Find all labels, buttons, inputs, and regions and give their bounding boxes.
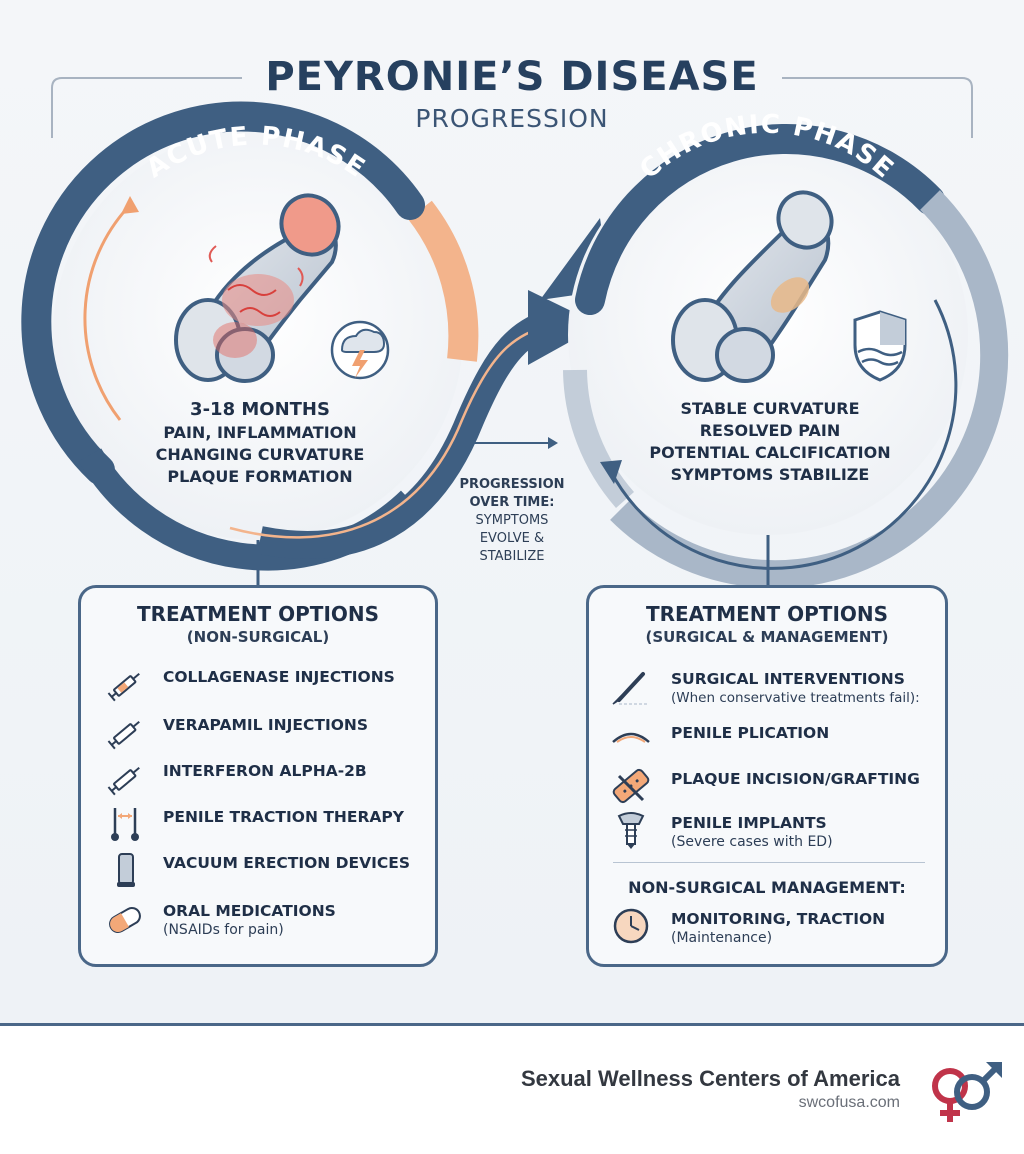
treatment-label: VERAPAMIL INJECTIONS [163, 716, 369, 734]
box-title: TREATMENT OPTIONS [645, 602, 889, 626]
treatment-note: (Maintenance) [671, 930, 773, 946]
acute-duration: 3-18 MONTHS [190, 399, 330, 420]
progression-note [442, 476, 582, 566]
implant-icon [609, 810, 653, 850]
treatment-item [81, 898, 435, 938]
traction-device-icon [105, 804, 149, 844]
graft-patch-icon [609, 766, 653, 806]
divider [613, 862, 925, 863]
treatment-note: (Severe cases with ED) [671, 834, 833, 850]
chronic-phase-details [610, 398, 930, 486]
non-surgical-treatment-box [78, 585, 438, 967]
progression-heading: OVER TIME: [469, 495, 555, 510]
page-subtitle: PROGRESSION [415, 104, 609, 133]
box-subtitle: (NON-SURGICAL) [186, 628, 330, 646]
chronic-phase-label: CHRONIC PHASE [634, 109, 900, 186]
acute-symptom: CHANGING CURVATURE [155, 445, 365, 464]
treatment-item [589, 810, 945, 850]
chronic-symptom: SYMPTOMS STABILIZE [670, 465, 870, 484]
treatment-label: VACUUM ERECTION DEVICES [163, 854, 411, 872]
time-arrowhead [548, 437, 558, 449]
treatment-item [81, 850, 435, 890]
chronic-symptom: STABLE CURVATURE [680, 399, 860, 418]
brand-name: Sexual Wellness Centers of America [520, 1066, 900, 1091]
syringe-icon [105, 664, 149, 704]
acute-symptom: PLAQUE FORMATION [167, 467, 353, 486]
box-title: TREATMENT OPTIONS [136, 602, 380, 626]
treatment-item [81, 804, 435, 844]
brand-url: swcofusa.com [798, 1094, 900, 1111]
acute-phase-label: ACUTE PHASE [141, 121, 371, 185]
treatment-note: (NSAIDs for pain) [163, 922, 284, 938]
pill-icon [105, 898, 149, 938]
clock-icon [609, 906, 653, 946]
syringe-icon [105, 712, 149, 752]
vacuum-cylinder-icon [105, 850, 149, 890]
gender-symbols-logo-icon [922, 1056, 1006, 1128]
shield-icon [855, 312, 905, 380]
treatment-item [589, 906, 945, 946]
brand-block [521, 1066, 900, 1112]
treatment-label: MONITORING, TRACTION [671, 910, 886, 928]
treatment-label: PENILE TRACTION THERAPY [163, 808, 404, 826]
treatment-note: (When conservative treatments fail): [671, 690, 920, 706]
surgical-treatment-box [586, 585, 948, 967]
treatment-label: COLLAGENASE INJECTIONS [163, 668, 395, 686]
acute-phase-details [120, 398, 400, 488]
treatment-item [589, 720, 945, 760]
treatment-item [81, 664, 435, 704]
treatment-label: PENILE PLICATION [671, 724, 830, 742]
syringe-icon [105, 758, 149, 798]
plication-arc-icon [609, 720, 653, 760]
treatment-item [589, 766, 945, 806]
progression-heading: PROGRESSION [459, 477, 565, 492]
treatment-label: PLAQUE INCISION/GRAFTING [671, 770, 920, 788]
progression-line: SYMPTOMS [475, 513, 549, 528]
page-title: PEYRONIE’S DISEASE [265, 54, 759, 100]
progression-line: STABILIZE [479, 549, 545, 564]
management-title: NON-SURGICAL MANAGEMENT: [628, 878, 906, 897]
treatment-label: SURGICAL INTERVENTIONS [671, 670, 905, 688]
chronic-symptom: POTENTIAL CALCIFICATION [649, 443, 891, 462]
treatment-label: PENILE IMPLANTS [671, 814, 827, 832]
box-subtitle: (SURGICAL & MANAGEMENT) [645, 628, 889, 646]
storm-cloud-icon [332, 322, 388, 378]
progression-line: EVOLVE & [479, 531, 545, 546]
acute-symptom: PAIN, INFLAMMATION [163, 423, 357, 442]
treatment-label: INTERFERON ALPHA-2B [163, 762, 367, 780]
treatment-item [589, 666, 945, 706]
treatment-item [81, 758, 435, 798]
scalpel-icon [609, 666, 653, 706]
chronic-symptom: RESOLVED PAIN [699, 421, 841, 440]
treatment-item [81, 712, 435, 752]
treatment-label: ORAL MEDICATIONS [163, 902, 336, 920]
